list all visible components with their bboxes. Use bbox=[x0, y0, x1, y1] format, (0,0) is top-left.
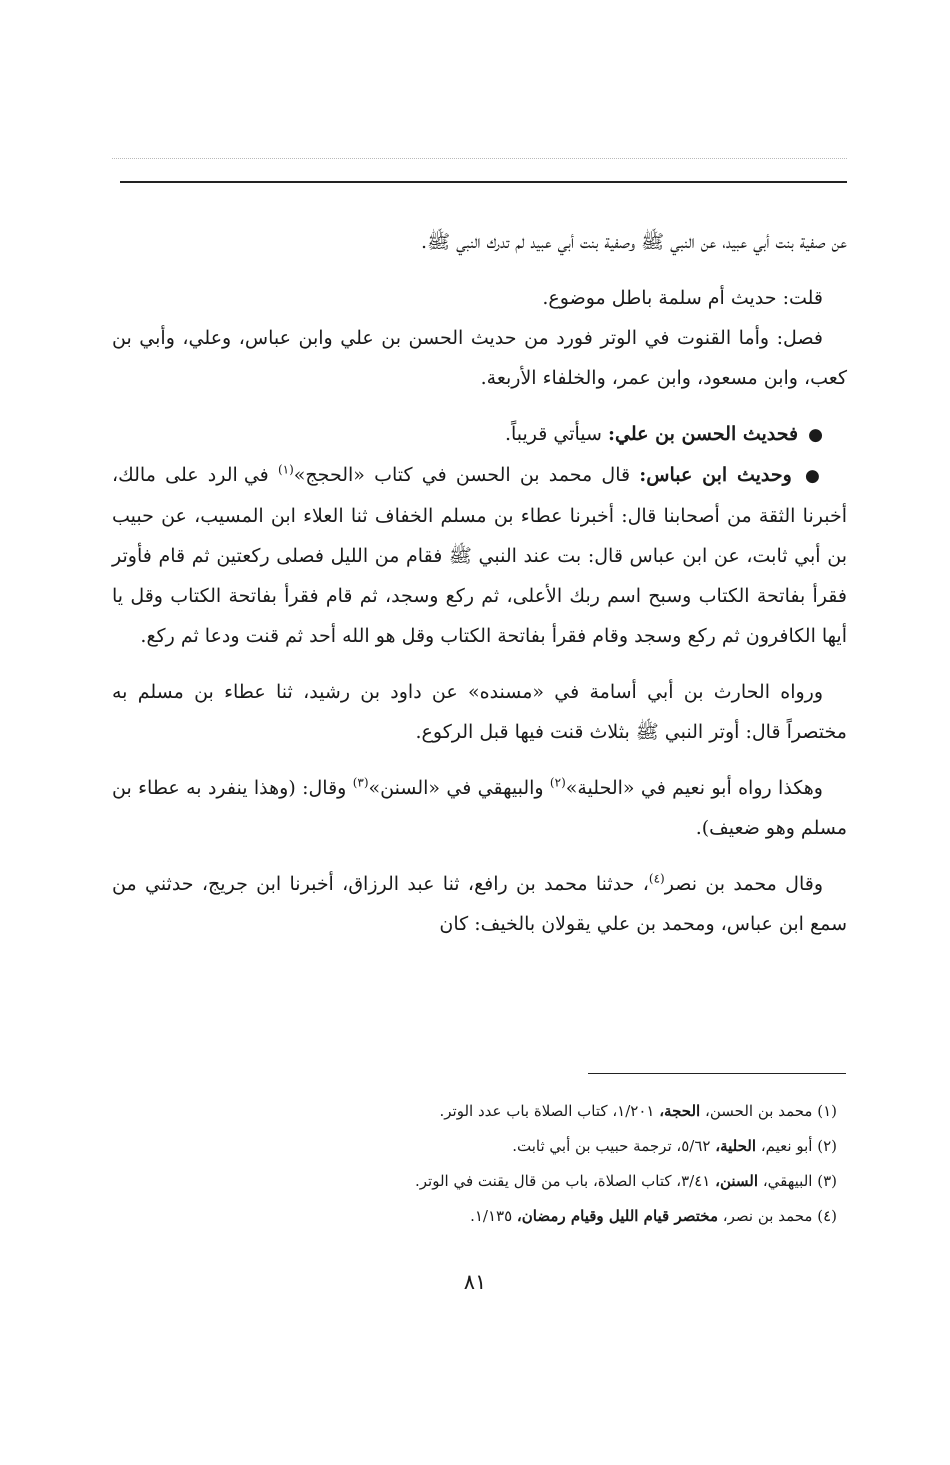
footnote-1-ref: ١/٢٠١، كتاب الصلاة باب عدد الوتر. bbox=[439, 1102, 655, 1120]
footnote-4-author: (٤) محمد بن نصر، bbox=[722, 1207, 837, 1225]
footnote-3-ref: ٣/٤١، كتاب الصلاة، باب من قال يقنت في الوتر. bbox=[415, 1172, 711, 1190]
footnote-2-author: (٢) أبو نعيم، bbox=[760, 1137, 837, 1155]
paragraph-7-text-c: وقال: (وهذا ينفرد به عطاء بن مسلم وهو ضعيف). bbox=[112, 777, 847, 839]
footnote-ref-2[interactable]: (٢) bbox=[549, 775, 566, 790]
footnote-1 bbox=[112, 1094, 847, 1129]
paragraph-6: ورواه الحارث بن أبي أسامة في «مسنده» عن داود بن رشيد، ثنا عطاء بن مسلم به مختصراً قال: أوتر النبي ﷺ بثلاث قنت فيها قبل الركوع. bbox=[112, 681, 847, 743]
paragraph-5-heading: وحديث ابن عباس: bbox=[639, 464, 792, 486]
paragraph-8 bbox=[112, 864, 847, 944]
footnote-ref-1[interactable]: (١) bbox=[277, 462, 294, 477]
footnotes bbox=[112, 1094, 847, 1234]
paragraph-4-text: سيأتي قريباً. bbox=[504, 423, 602, 445]
paragraph-4 bbox=[112, 414, 847, 455]
paragraph-4-heading: فحديث الحسن بن علي: bbox=[608, 423, 799, 445]
paragraph-8-text-b: ، حدثنا محمد بن رافع، ثنا عبد الرزاق، أخبرنا ابن جريج، حدثني من سمع ابن عباس، ومحمد بن علي يقولان بالخيف: كان bbox=[112, 873, 847, 935]
footnote-2-title: الحلية، bbox=[715, 1137, 757, 1155]
footnote-2 bbox=[112, 1129, 847, 1164]
footnote-ref-4[interactable]: (٤) bbox=[648, 871, 665, 886]
footnote-separator bbox=[588, 1073, 846, 1074]
paragraph-1: عن صفية بنت أبي عبيد، عن النبي ﷺ وصفية بنت أبي عبيد لم تدرك النبي ﷺ. bbox=[421, 231, 847, 253]
paragraph-5-text-a: قال محمد بن الحسن في كتاب «الحجج» bbox=[293, 464, 631, 486]
paragraph-8-text-a: وقال محمد بن نصر bbox=[664, 873, 824, 895]
footnote-ref-3[interactable]: (٣) bbox=[352, 775, 369, 790]
header-rule bbox=[120, 181, 847, 183]
page-body bbox=[112, 222, 847, 944]
bullet-icon: ● bbox=[805, 466, 824, 486]
paragraph-3: فصل: وأما القنوت في الوتر فورد من حديث الحسن بن علي وابن عباس، وعلي، وأبي بن كعب، وابن مسعود، وابن عمر، والخلفاء الأربعة. bbox=[112, 327, 847, 389]
footnote-1-title: الحجة، bbox=[659, 1102, 701, 1120]
paragraph-7-text-a: وهكذا رواه أبو نعيم في «الحلية» bbox=[565, 777, 823, 799]
footnote-4-ref: ١/١٣٥. bbox=[470, 1207, 513, 1225]
paragraph-7 bbox=[112, 768, 847, 848]
footnote-2-ref: ٥/٦٢، ترجمة حبيب بن أبي ثابت. bbox=[512, 1137, 711, 1155]
footnote-4-title: مختصر قيام الليل وقيام رمضان، bbox=[516, 1207, 718, 1225]
footnote-3-author: (٣) البيهقي، bbox=[762, 1172, 837, 1190]
header-dotted-rule bbox=[112, 158, 847, 159]
page-number: ٨١ bbox=[463, 1270, 487, 1294]
paragraph-5-text-b: في الرد على مالك، أخبرنا الثقة من أصحابنا قال: أخبرنا عطاء بن مسلم الخفاف ثنا العلاء ابن المسيب، عن حبيب بن أبي ثابت، عن ابن عباس قال: بت عند النبي ﷺ فقام من الليل فصلى ركعتين ثم قام فأوتر فقرأ بفاتحة الكتاب وسبح اسم ربك الأعلى، ثم ركع وسجد، ثم قام فقرأ بفاتحة الكتاب وقل يا أيها الكافرون ثم ركع وسجد وقام فقرأ بفاتحة الكتاب وقل هو الله أحد ثم قنت ودعا ثم ركع. bbox=[112, 464, 848, 647]
paragraph-7-text-b: والبيهقي في «السنن» bbox=[368, 777, 544, 799]
footnote-4 bbox=[112, 1199, 847, 1234]
bullet-icon: ● bbox=[808, 425, 823, 445]
footnote-1-author: (١) محمد بن الحسن، bbox=[705, 1102, 837, 1120]
footnote-3 bbox=[112, 1164, 847, 1199]
paragraph-2: قلت: حديث أم سلمة باطل موضوع. bbox=[542, 287, 823, 309]
paragraph-5 bbox=[112, 455, 847, 656]
footnote-3-title: السنن، bbox=[715, 1172, 759, 1190]
